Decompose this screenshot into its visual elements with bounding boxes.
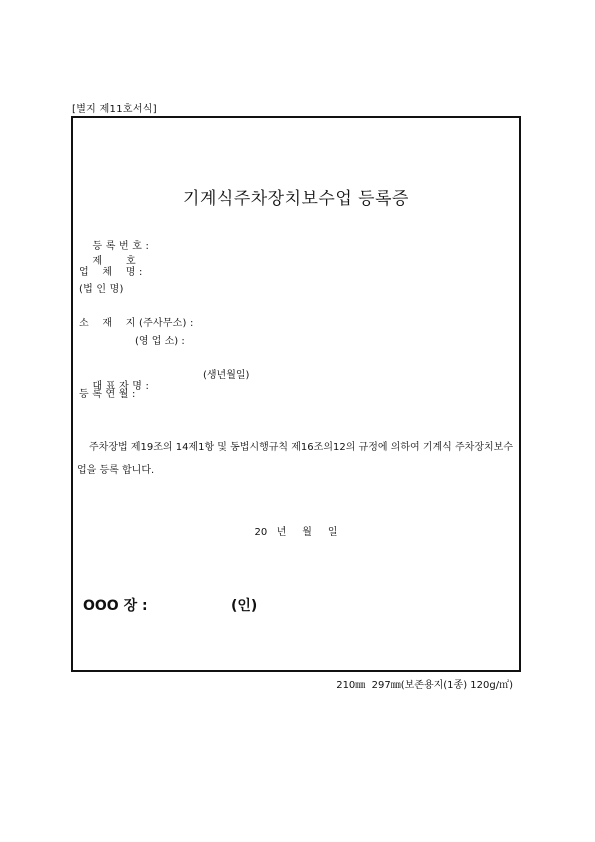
paper-specification: 210㎜ 297㎜(보존용지(1종) 120g/㎡) — [336, 680, 513, 691]
company-name-label: 업 체 명 : — [79, 267, 143, 278]
registration-number-value: 제 호 — [92, 256, 136, 267]
registration-date-label: 등 록 연 월 : — [79, 389, 136, 400]
location-label: 소 재 지 (주사무소) : — [79, 318, 194, 329]
certification-statement: 주차장법 제19조의 14제1항 및 동법시행규칙 제16조의12의 규정에 의하여 기계식 주차장치보수업을 등록 합니다. — [77, 442, 513, 476]
certificate-frame — [71, 116, 521, 672]
registration-number-label: 등 록 번 호 : — [92, 241, 150, 252]
business-office-label: (영 업 소) : — [135, 336, 185, 347]
document-title: 기계식주차장치보수업 등록증 — [183, 189, 409, 209]
corporate-name-label: (법 인 명) — [79, 284, 124, 295]
issue-date: 20 년 월 일 — [254, 527, 338, 538]
seal-mark: (인) — [231, 598, 258, 614]
issuer-signature-label: OOO 장 : — [83, 598, 148, 614]
representative-label: 대 표 자 명 : — [92, 381, 150, 392]
representative-birthdate-label: (생년월일) — [203, 370, 250, 381]
form-number-label: [별지 제11호서식] — [72, 104, 157, 115]
